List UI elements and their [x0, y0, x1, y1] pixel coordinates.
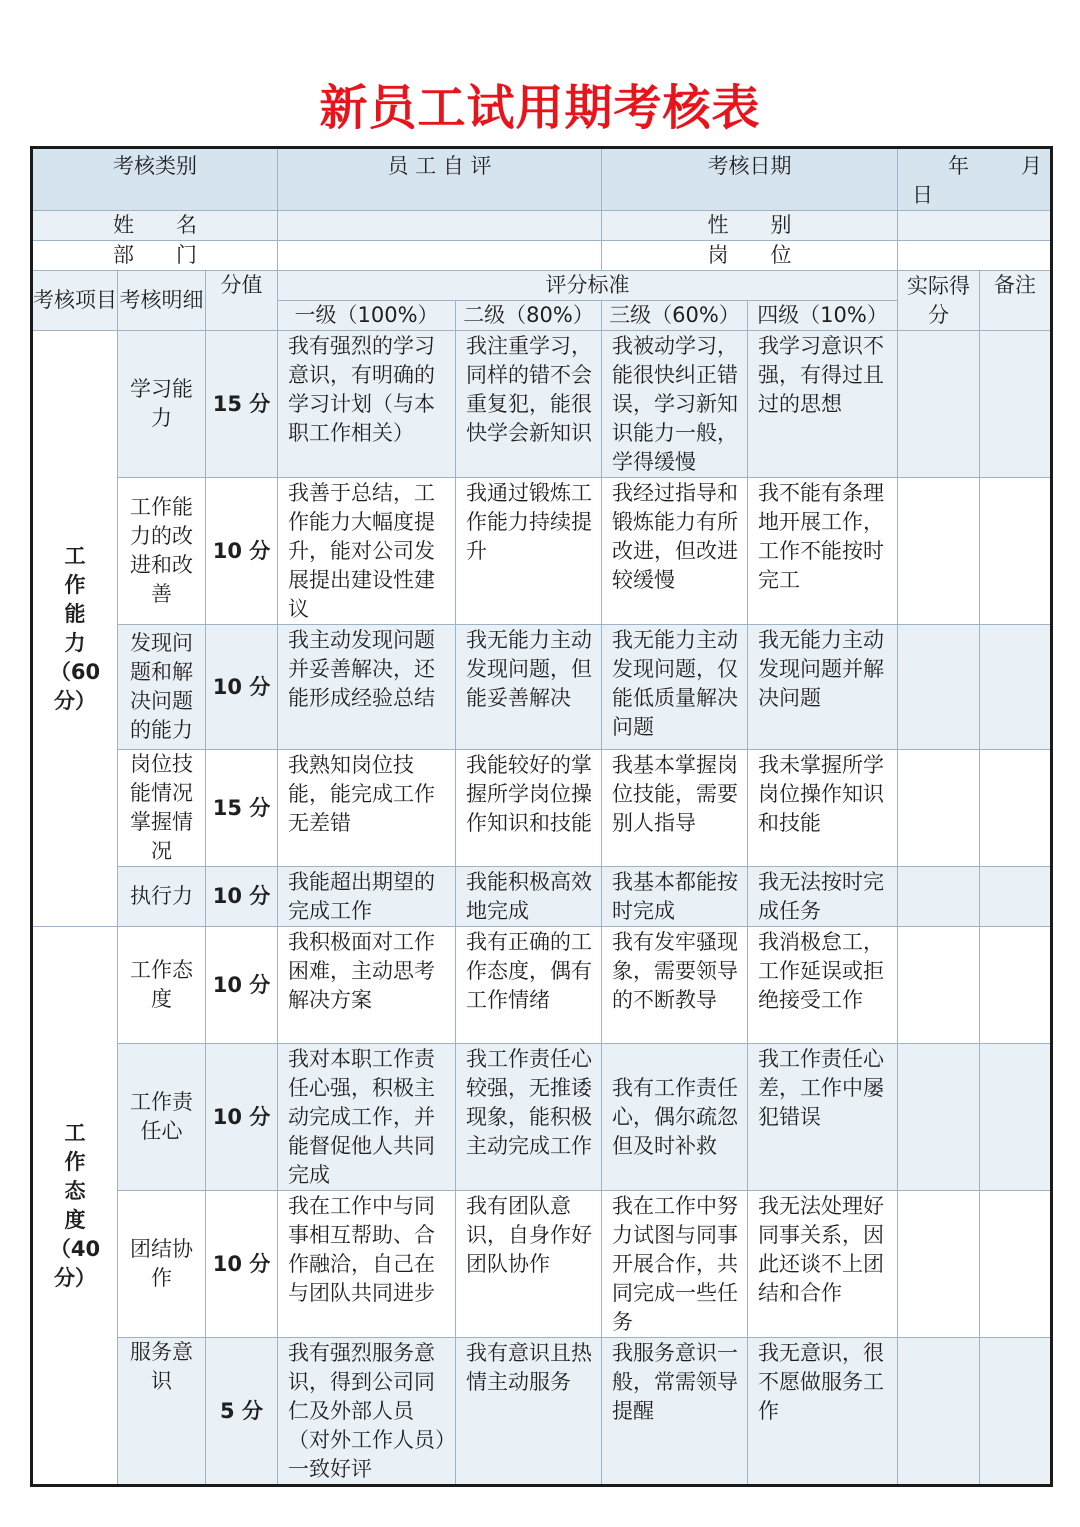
self-eval-label: 员 工 自 评 [278, 148, 602, 211]
detail-cell: 学习能力 [118, 331, 206, 478]
actual-score-field[interactable] [898, 1191, 980, 1338]
level4-cell: 我学习意识不强，有得过且过的思想 [748, 331, 898, 478]
level3-cell: 我有工作责任心，偶尔疏忽但及时补救 [602, 1044, 748, 1191]
level1-cell: 我有强烈的学习意识，有明确的学习计划（与本职工作相关） [278, 331, 456, 478]
score-cell: 10 分 [206, 625, 278, 750]
note-field[interactable] [980, 867, 1052, 927]
level1-cell: 我熟知岗位技能，能完成工作无差错 [278, 750, 456, 867]
date-year: 年 [948, 154, 970, 178]
name-field[interactable] [278, 211, 602, 241]
header-score: 分值 [206, 271, 278, 331]
level1-cell: 我在工作中与同事相互帮助、合作融洽，自己在与团队共同进步 [278, 1191, 456, 1338]
level1-cell: 我对本职工作责任心强，积极主动完成工作，并能督促他人共同完成 [278, 1044, 456, 1191]
level3-cell: 我经过指导和锻炼能力有所改进，但改进较缓慢 [602, 478, 748, 625]
level2-cell: 我有正确的工作态度，偶有工作情绪 [456, 927, 602, 1044]
actual-score-field[interactable] [898, 927, 980, 1044]
level2-cell: 我注重学习，同样的错不会重复犯，能很快学会新知识 [456, 331, 602, 478]
score-cell: 15 分 [206, 331, 278, 478]
note-field[interactable] [980, 625, 1052, 750]
note-field[interactable] [980, 331, 1052, 478]
table-row [32, 625, 1052, 750]
actual-score-field[interactable] [898, 478, 980, 625]
score-cell: 15 分 [206, 750, 278, 867]
detail-cell: 服务意识 [118, 1338, 206, 1486]
actual-score-field[interactable] [898, 867, 980, 927]
score-cell: 10 分 [206, 478, 278, 625]
score-cell: 10 分 [206, 1044, 278, 1191]
date-month: 月 [1021, 154, 1043, 178]
header-item: 考核项目 [32, 271, 118, 331]
note-field[interactable] [980, 478, 1052, 625]
category-label: 考核类别 [32, 148, 278, 211]
detail-cell: 工作能力的改进和改善 [118, 478, 206, 625]
level4-cell: 我消极怠工，工作延误或拒绝接受工作 [748, 927, 898, 1044]
table-row [32, 478, 1052, 625]
gender-field[interactable] [898, 211, 1052, 241]
level4-cell: 我无法按时完成任务 [748, 867, 898, 927]
score-cell: 10 分 [206, 1191, 278, 1338]
header-level-3: 三级（60%） [602, 301, 748, 331]
score-cell: 10 分 [206, 867, 278, 927]
table-row [32, 1191, 1052, 1338]
score-cell: 10 分 [206, 927, 278, 1044]
level4-cell: 我未掌握所学岗位操作知识和技能 [748, 750, 898, 867]
note-field[interactable] [980, 1044, 1052, 1191]
actual-score-field[interactable] [898, 1338, 980, 1486]
level1-cell: 我积极面对工作困难，主动思考解决方案 [278, 927, 456, 1044]
name-label: 姓 名 [32, 211, 278, 241]
header-standard: 评分标准 [278, 271, 898, 301]
level3-cell: 我在工作中努力试图与同事开展合作，共同完成一些任务 [602, 1191, 748, 1338]
table-row [32, 927, 1052, 1044]
score-cell: 5 分 [206, 1338, 278, 1486]
position-field[interactable] [898, 241, 1052, 271]
level4-cell: 我无法处理好同事关系，因此还谈不上团结和合作 [748, 1191, 898, 1338]
header-level-1: 一级（100%） [278, 301, 456, 331]
detail-cell: 工作态度 [118, 927, 206, 1044]
note-field[interactable] [980, 1191, 1052, 1338]
level3-cell: 我有发牢骚现象，需要领导的不断教导 [602, 927, 748, 1044]
level3-cell: 我服务意识一般，常需领导提醒 [602, 1338, 748, 1486]
detail-cell: 团结协作 [118, 1191, 206, 1338]
level4-cell: 我无能力主动发现问题并解决问题 [748, 625, 898, 750]
detail-cell: 工作责任心 [118, 1044, 206, 1191]
level4-cell: 我不能有条理地开展工作，工作不能按时完工 [748, 478, 898, 625]
level3-cell: 我基本掌握岗位技能，需要别人指导 [602, 750, 748, 867]
header-detail: 考核明细 [118, 271, 206, 331]
level1-cell: 我主动发现问题并妥善解决，还能形成经验总结 [278, 625, 456, 750]
level4-cell: 我无意识，很不愿做服务工作 [748, 1338, 898, 1486]
date-label: 考核日期 [602, 148, 898, 211]
actual-score-field[interactable] [898, 1044, 980, 1191]
actual-score-field[interactable] [898, 625, 980, 750]
detail-cell: 岗位技能情况掌握情况 [118, 750, 206, 867]
level1-cell: 我有强烈服务意识，得到公司同仁及外部人员（对外工作人员）一致好评 [278, 1338, 456, 1486]
table-row [32, 331, 1052, 478]
level1-cell: 我善于总结，工作能力大幅度提升，能对公司发展提出建设性建议 [278, 478, 456, 625]
dept-field[interactable] [278, 241, 602, 271]
note-field[interactable] [980, 1338, 1052, 1486]
level3-cell: 我被动学习，能很快纠正错误，学习新知识能力一般，学得缓慢 [602, 331, 748, 478]
actual-score-field[interactable] [898, 331, 980, 478]
header-actual: 实际得分 [898, 271, 980, 331]
position-label: 岗 位 [602, 241, 898, 271]
header-level-2: 二级（80%） [456, 301, 602, 331]
header-note: 备注 [980, 271, 1052, 331]
level2-cell: 我通过锻炼工作能力持续提升 [456, 478, 602, 625]
detail-cell: 发现问题和解决问题的能力 [118, 625, 206, 750]
level2-cell: 我工作责任心较强，无推诿现象，能积极主动完成工作 [456, 1044, 602, 1191]
category-work-attitude: 工 作 态 度 （40 分） [32, 927, 118, 1486]
date-field[interactable] [898, 148, 1052, 211]
level3-cell: 我基本都能按时完成 [602, 867, 748, 927]
header-level-4: 四级（10%） [748, 301, 898, 331]
actual-score-field[interactable] [898, 750, 980, 867]
page-title: 新员工试用期考核表 [319, 80, 761, 136]
level2-cell: 我无能力主动发现问题，但能妥善解决 [456, 625, 602, 750]
level3-cell: 我无能力主动发现问题，仅能低质量解决问题 [602, 625, 748, 750]
level1-cell: 我能超出期望的完成工作 [278, 867, 456, 927]
table-row [32, 1044, 1052, 1191]
table-row [32, 1338, 1052, 1486]
level4-cell: 我工作责任心差，工作中屡犯错误 [748, 1044, 898, 1191]
note-field[interactable] [980, 927, 1052, 1044]
assessment-table [30, 146, 1053, 1487]
level2-cell: 我有团队意识，自身作好团队协作 [456, 1191, 602, 1338]
table-row [32, 867, 1052, 927]
category-work-ability: 工 作 能 力 （60 分） [32, 331, 118, 927]
date-day: 日 [912, 183, 934, 207]
dept-label: 部 门 [32, 241, 278, 271]
level2-cell: 我能积极高效地完成 [456, 867, 602, 927]
table-row [32, 750, 1052, 867]
level2-cell: 我有意识且热情主动服务 [456, 1338, 602, 1486]
gender-label: 性 别 [602, 211, 898, 241]
level2-cell: 我能较好的掌握所学岗位操作知识和技能 [456, 750, 602, 867]
note-field[interactable] [980, 750, 1052, 867]
detail-cell: 执行力 [118, 867, 206, 927]
